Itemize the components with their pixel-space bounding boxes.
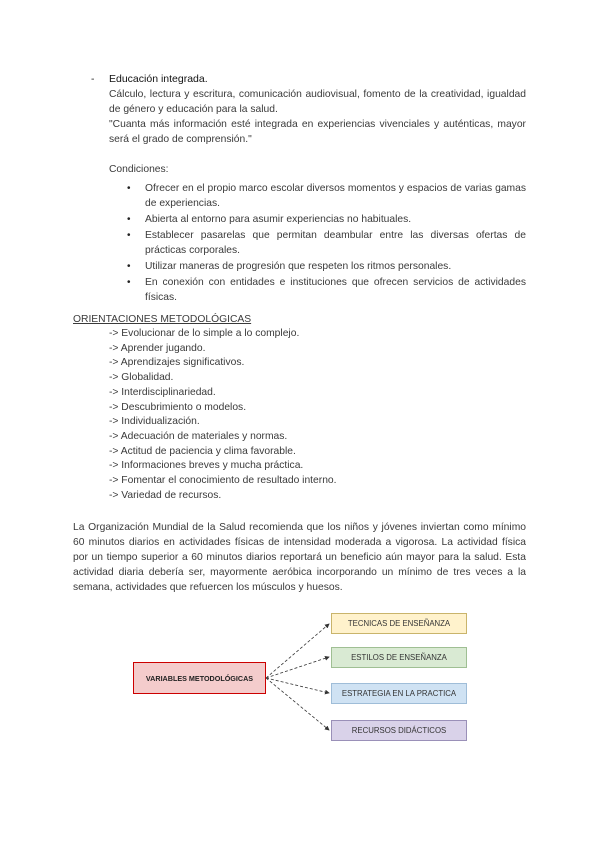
conditions-label: Condiciones: — [109, 164, 169, 175]
bullet-icon: • — [127, 230, 131, 241]
list-item: -> Fomentar el conocimiento de resultado interno. — [109, 475, 337, 487]
list-item: -> Globalidad. — [109, 372, 174, 384]
list-item: • Ofrecer en el propio marco escolar diversos momentos y espacios de varias gamas de experiencias. — [127, 183, 526, 209]
list-item: -> Informaciones breves y mucha práctica. — [109, 460, 304, 472]
list-dash: - — [91, 74, 95, 85]
list-item: • Abierta al entorno para asumir experiencias no habituales. — [127, 214, 412, 225]
strategy-box: ESTRATEGIA EN LA PRACTICA — [331, 683, 467, 704]
list-item: • En conexión con entidades e instituciones que ofrecen servicios de actividades físicas. — [127, 277, 526, 303]
list-item: -> Adecuación de materiales y normas. — [109, 430, 288, 442]
list-item: -> Aprender jugando. — [109, 342, 206, 354]
list-item: -> Actitud de paciencia y clima favorable. — [109, 445, 296, 457]
list-item: • Utilizar maneras de progresión que respeten los ritmos personales. — [127, 261, 452, 272]
orientations-heading: ORIENTACIONES METODOLÓGICAS — [73, 314, 252, 325]
connector-arrow — [266, 657, 329, 678]
connector-arrow — [266, 624, 329, 678]
who-paragraph: La Organización Mundial de la Salud recomienda que los niños y jóvenes inviertan como mínimo 60 minutos diarios en actividades físicas de intensidad moderada a vigorosa. La actividad física por un tiempo superior a 60 minutos diarios reportará un beneficio aún mayor para la salud. Esta actividad diaria debería ser, mayormente aeróbica incorporando un mínimo de tres veces a la semana, actividades que refuercen los músculos y huesos. — [73, 522, 526, 593]
variables-box: VARIABLES METODOLÓGICAS — [133, 662, 266, 694]
techniques-box: TECNICAS DE ENSEÑANZA — [331, 613, 467, 634]
list-item: -> Interdisciplinariedad. — [109, 386, 216, 398]
list-item: -> Descubrimiento o modelos. — [109, 401, 247, 413]
list-item: -> Individualización. — [109, 416, 200, 428]
styles-box: ESTILOS DE ENSEÑANZA — [331, 647, 467, 668]
bullet-icon: • — [127, 277, 131, 288]
list-item: -> Aprendizajes significativos. — [109, 357, 245, 369]
list-item: -> Evolucionar de lo simple a lo complejo. — [109, 328, 300, 339]
section-heading: Educación integrada. — [109, 73, 208, 85]
quote-line: "Cuanta más información esté integrada en experiencias vivenciales y auténticas, mayor será el grado de comprensión." — [109, 119, 526, 145]
bullet-icon: • — [127, 261, 131, 272]
bullet-icon: • — [127, 183, 131, 194]
list-item: -> Variedad de recursos. — [109, 489, 222, 501]
paragraph-line: Cálculo, lectura y escritura, comunicación audiovisual, fomento de la creatividad, igualdad de género y educación para la salud. — [109, 89, 526, 115]
bullet-icon: • — [127, 214, 131, 225]
resources-box: RECURSOS DIDÁCTICOS — [331, 720, 467, 741]
list-item: • Establecer pasarelas que permitan deambular entre las diversas ofertas de prácticas corporales. — [127, 230, 526, 256]
